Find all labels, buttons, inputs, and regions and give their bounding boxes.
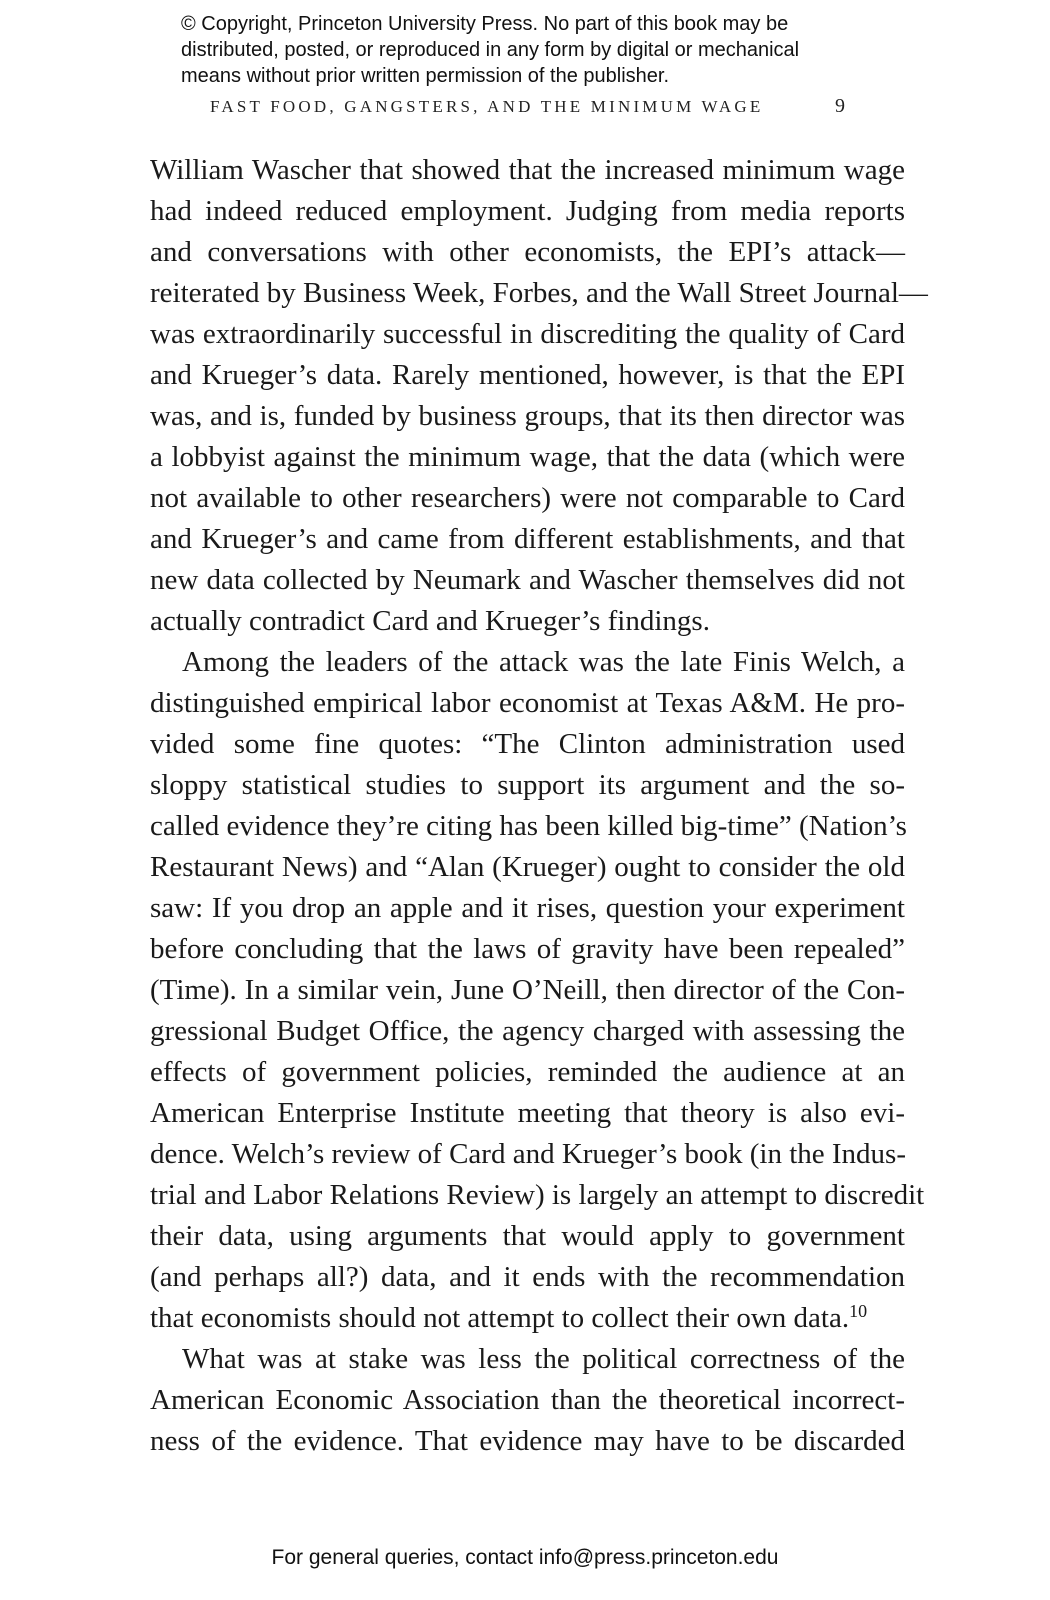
footer-contact: For general queries, contact info@press.princeton.edu [271,1546,779,1569]
text-line: that economists should not attempt to collect their own data. [150,1302,850,1334]
text-line: Restaurant News) and “Alan (Krueger) ought to consider the old [150,851,905,883]
text-line: and Krueger’s data. Rarely mentioned, however, is that the EPI [150,359,905,391]
text-line: not available to other researchers) were not comparable to Card [150,482,905,514]
text-line: What was at stake was less the political correctness of the [182,1343,905,1375]
text-line: (Time). In a similar vein, June O’Neill, then director of the Con- [150,974,905,1006]
footnote-marker: 10 [849,1301,868,1321]
text-line: distinguished empirical labor economist at Texas A&M. He pro- [150,687,905,719]
text-line: before concluding that the laws of gravity have been repealed” [150,933,905,965]
text-line: William Wascher that showed that the increased minimum wage [150,154,905,186]
text-line: was extraordinarily successful in discrediting the quality of Card [150,318,905,350]
text-line: called evidence they’re citing has been killed big-time” (Nation’s [150,810,907,842]
text-line: American Economic Association than the theoretical incorrect- [150,1384,905,1416]
text-line: trial and Labor Relations Review) is largely an attempt to discredit [150,1179,925,1211]
text-line: (and perhaps all?) data, and it ends with the recommendation [150,1261,905,1293]
text-line: vided some fine quotes: “The Clinton administration used [150,728,905,760]
running-head [150,97,855,127]
text-line: reiterated by Business Week, Forbes, and the Wall Street Journal— [150,277,928,309]
page-number: 9 [835,95,845,117]
text-line: a lobbyist against the minimum wage, that the data (which were [150,441,905,473]
copyright-line: distributed, posted, or reproduced in any form by digital or mechanical [181,39,800,61]
text-line: gressional Budget Office, the agency charged with assessing the [150,1015,905,1047]
text-line: Among the leaders of the attack was the late Finis Welch, a [182,646,905,678]
text-line: actually contradict Card and Krueger’s findings. [150,605,710,637]
text-line: sloppy statistical studies to support its argument and the so- [150,769,905,801]
copyright-line: © Copyright, Princeton University Press. No part of this book may be [181,13,789,35]
text-line: and conversations with other economists, the EPI’s attack— [150,236,905,268]
copyright-notice [181,11,901,89]
copyright-line: means without prior written permission of the publisher. [181,65,670,87]
text-line-with-footnote [150,1298,905,1339]
text-line: and Krueger’s and came from different establishments, and that [150,523,905,555]
text-line: effects of government policies, reminded the audience at an [150,1056,905,1088]
running-head-title: FAST FOOD, GANGSTERS, AND THE MINIMUM WAGE [210,97,764,116]
text-line: dence. Welch’s review of Card and Krueger’s book (in the Indus- [150,1138,906,1170]
body-text [150,150,928,1462]
text-line: ness of the evidence. That evidence may have to be discarded [150,1425,905,1457]
text-line: was, and is, funded by business groups, that its then director was [150,400,905,432]
text-line: new data collected by Neumark and Wascher themselves did not [150,564,905,596]
text-line: had indeed reduced employment. Judging from media reports [150,195,905,227]
text-line: their data, using arguments that would apply to government [150,1220,905,1252]
text-line: saw: If you drop an apple and it rises, question your experiment [150,892,905,924]
text-line: American Enterprise Institute meeting that theory is also evi- [150,1097,905,1129]
